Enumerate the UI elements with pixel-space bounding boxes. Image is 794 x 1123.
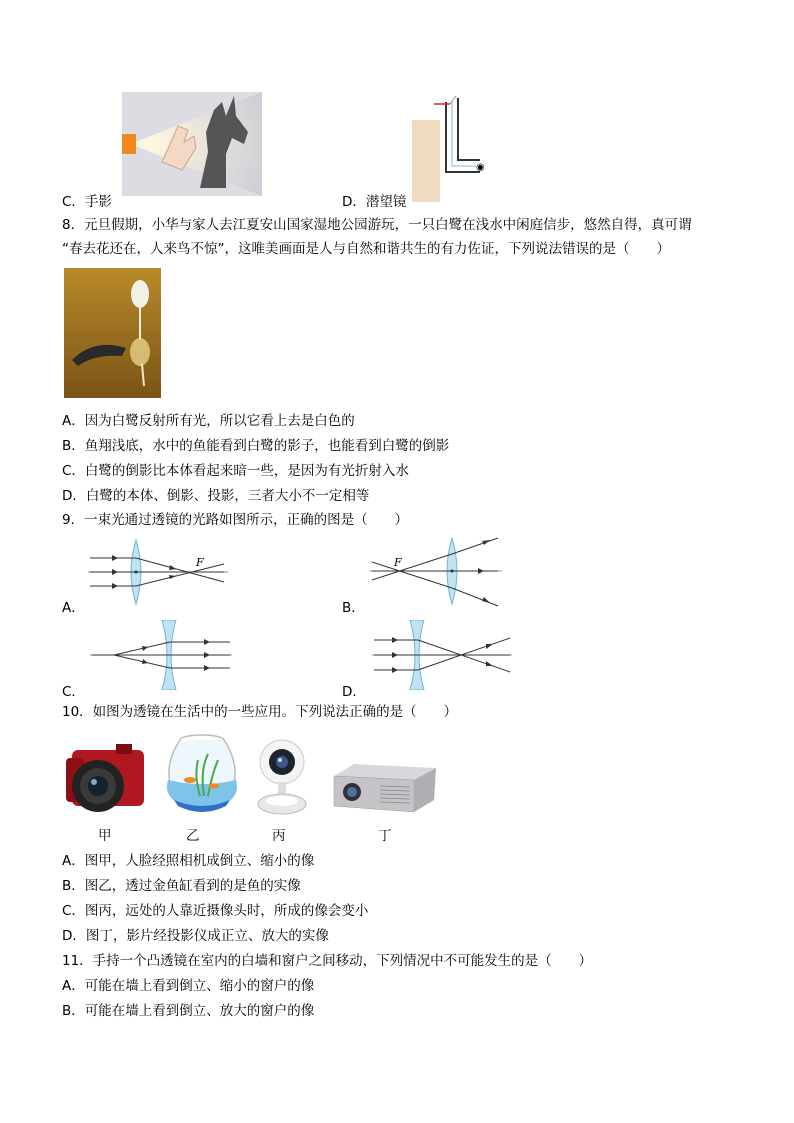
- projector-image: [330, 760, 440, 816]
- q9-label-d: D．: [342, 684, 366, 700]
- ray-diagram-b: [370, 534, 502, 608]
- q8-stem-line2: “春去花还在，人来鸟不惊”，这唯美画面是人与自然和谐共生的有力佐证，下列说法错误的是（ ）: [62, 241, 670, 257]
- svg-text:◉: ◉: [476, 162, 485, 173]
- ray-diagram-c: [90, 620, 232, 690]
- q10-option-c: C．图丙，远处的人靠近摄像头时，所成的像会变小: [62, 903, 369, 919]
- q10-option-b: B．图乙，透过金鱼缸看到的是鱼的实像: [62, 878, 301, 894]
- egret-photo: [64, 268, 161, 398]
- focus-label-a: F: [196, 556, 204, 569]
- caption-jia: 甲: [98, 828, 112, 844]
- q8-option-c: C．白鹭的倒影比本体看起来暗一些，是因为有光折射入水: [62, 463, 409, 479]
- q9-label-a: A．: [62, 600, 85, 616]
- q8-option-a: A．因为白鹭反射所有光，所以它看上去是白色的: [62, 413, 355, 429]
- q9-stem: 9．一束光通过透镜的光路如图所示，正确的图是（ ）: [62, 512, 409, 528]
- q8-option-d: D．白鹭的本体、倒影、投影，三者大小不一定相等: [62, 488, 370, 504]
- q10-option-d: D．图丁，影片经投影仪成正立、放大的实像: [62, 928, 329, 944]
- q11-option-b: B．可能在墙上看到倒立、放大的窗户的像: [62, 1003, 315, 1019]
- q11-option-a: A．可能在墙上看到倒立、缩小的窗户的像: [62, 978, 315, 994]
- q8-option-b: B．鱼翔浅底，水中的鱼能看到白鹭的影子，也能看到白鹭的倒影: [62, 438, 450, 454]
- webcam-image: [254, 738, 310, 818]
- q8-stem-line1: 8．元旦假期，小华与家人去江夏安山国家湿地公园游玩，一只白鹭在浅水中闲庭信步，悠然自得，真可谓: [62, 217, 692, 233]
- q10-stem: 10．如图为透镜在生活中的一些应用。下列说法正确的是（ ）: [62, 704, 458, 720]
- caption-ding: 丁: [378, 828, 392, 844]
- q9-label-b: B．: [342, 600, 365, 616]
- q7-option-c: C．手影: [62, 194, 112, 210]
- caption-yi: 乙: [186, 828, 200, 844]
- ray-diagram-a: [88, 538, 228, 606]
- q10-option-a: A．图甲，人脸经照相机成倒立、缩小的像: [62, 853, 315, 869]
- q11-stem: 11．手持一个凸透镜在室内的白墙和窗户之间移动，下列情况中不可能发生的是（ ）: [62, 953, 593, 969]
- hand-shadow-figure: [122, 92, 262, 196]
- caption-bing: 丙: [272, 828, 286, 844]
- q7-option-d: D．潜望镜: [342, 194, 407, 210]
- focus-label-b: F: [394, 556, 402, 569]
- fishbowl-image: [160, 730, 244, 816]
- q9-label-c: C．: [62, 684, 85, 700]
- camera-image: [66, 740, 148, 816]
- ray-diagram-d: [372, 620, 512, 690]
- periscope-figure: [410, 92, 492, 202]
